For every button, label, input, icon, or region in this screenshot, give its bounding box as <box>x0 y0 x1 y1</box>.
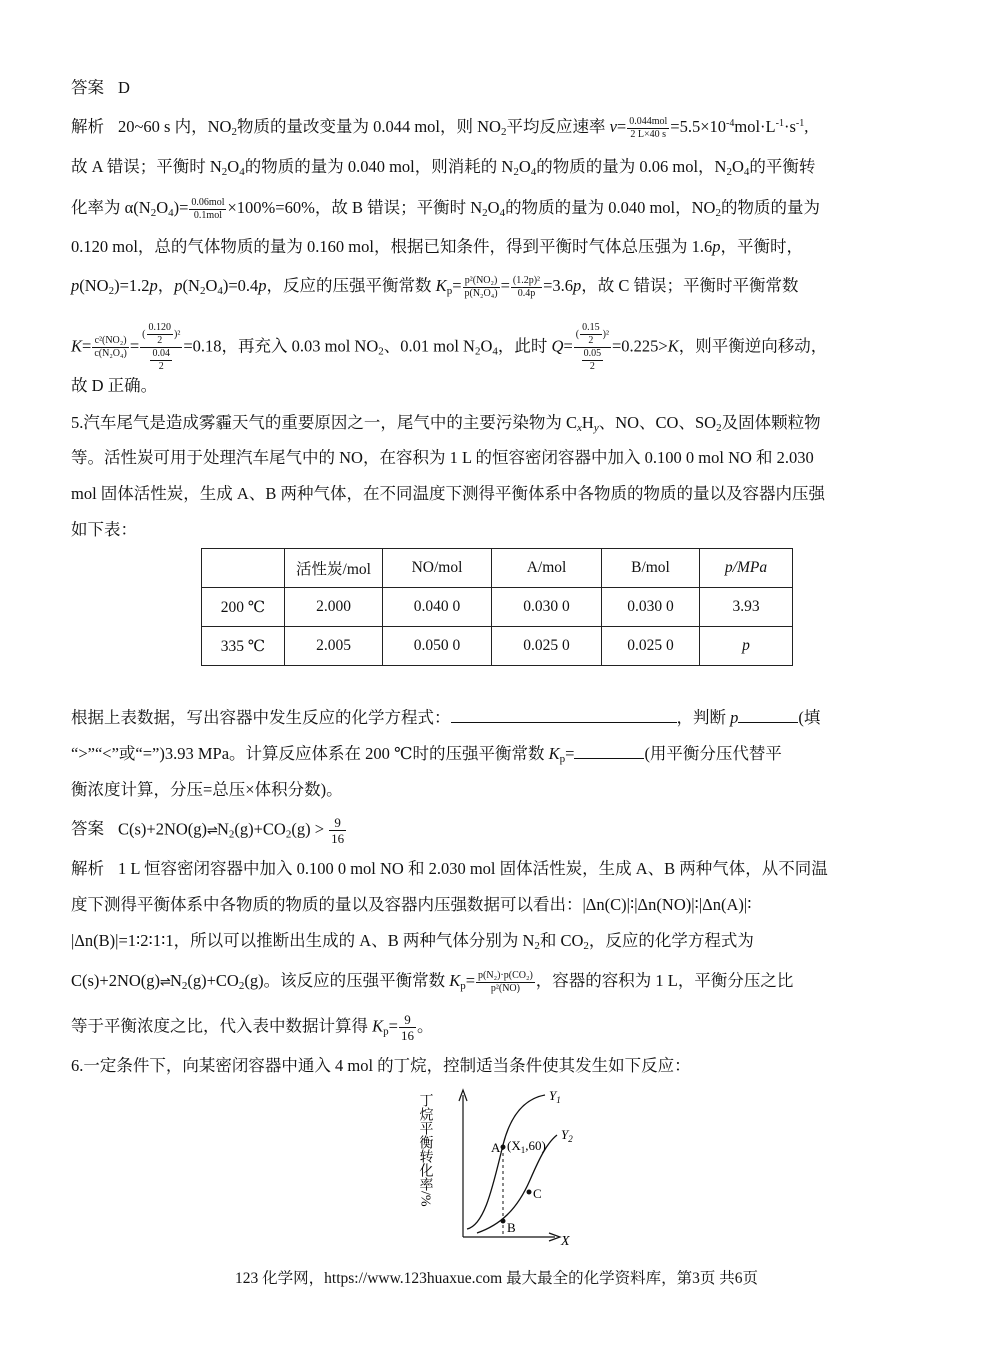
q5-question-line-2: “>”“<”或“=”)3.93 MPa。计算反应体系在 200 ℃时的压强平衡常数 $K_p=$ (用平衡分压代替平 <box>71 744 782 765</box>
equilibrium-table <box>201 548 793 666</box>
text: 等于平衡浓度之比，代入表中数据计算得 <box>71 1016 373 1036</box>
text: ，平衡时， <box>720 237 803 256</box>
kp-expression-fraction: $\frac{\text{p(N₂)·p(CO₂)}}{\text{p²(NO)}}$ <box>478 969 533 994</box>
q5-question-line-3: 衡浓度计算，分压=总压×体积分数)。 <box>71 780 343 799</box>
analysis-label: 解析 <box>71 117 104 136</box>
q4-analysis-line-7: 故 D 正确。 <box>71 376 158 395</box>
text: (用平衡分压代替平 <box>644 744 782 763</box>
q4-analysis-line-2: 故 A 错误；平衡时 $N_2O_4$的物质的量为 0.040 mol，则消耗的 $N_2O_4$的物质的量为 0.06 mol，$N_2O_4$的平衡转 <box>71 157 816 178</box>
text: 0.120 mol，总的气体物质的量为 0.160 mol，根据已知条件，得到平衡时气体总压强为 1.6 <box>71 237 713 256</box>
table-cell: 0.030 0 <box>602 588 700 627</box>
text: =5.5×10 <box>670 117 727 136</box>
text: 的物质的量为 0.040 mol，NO <box>505 198 716 217</box>
table-cell: 0.030 0 <box>492 588 602 627</box>
point-a-coordinate: $(X_1,60)$ <box>507 1138 546 1155</box>
point-b-label: B <box>507 1220 516 1235</box>
answer-label: 答案 <box>71 78 104 97</box>
text: 5.汽车尾气是造成雾霾天气的重要原因之一，尾气中的主要污染物为 C <box>71 413 578 432</box>
conversion-fraction: $\frac{\text{0.06mol}}{\text{0.1mol}}$ <box>191 196 225 221</box>
k-fraction-1: $\frac{\text{c²(NO₂)}}{\text{c(N₂O₄)}}$ <box>94 335 127 359</box>
table-cell: 0.025 0 <box>602 627 700 666</box>
equation-blank[interactable] <box>451 708 677 723</box>
text: (g) > <box>291 819 329 839</box>
curve-y1 <box>467 1095 545 1229</box>
q4-answer-line <box>71 74 130 98</box>
point-c <box>527 1190 532 1195</box>
text: C(s)+2NO(g) <box>71 971 161 990</box>
table-cell: 0.040 0 <box>383 588 492 627</box>
table-header-cell: A/mol <box>492 549 602 588</box>
answer-value: D <box>118 78 130 97</box>
text: (g)。该反应的压强平衡常数 <box>244 971 450 990</box>
text: 及固体颗粒物 <box>721 413 821 432</box>
text: 物质的量改变量为 0.044 mol，则 NO <box>236 117 501 136</box>
q6-line-1: 6.一定条件下，向某密闭容器中通入 4 mol 的丁烷，控制适当条件使其发生如下反应： <box>71 1056 691 1075</box>
text: ，反应的化学方程式为 <box>588 931 754 950</box>
point-c-label: C <box>533 1186 542 1201</box>
q5-line-3: mol 固体活性炭，生成 A、B 两种气体，在不同温度下测得平衡体系中各物质的物质的量以及容器内压强 <box>71 484 825 503</box>
text: 。 <box>416 1016 434 1036</box>
table-row <box>202 627 793 666</box>
table-header-cell: 活性炭/mol <box>285 549 383 588</box>
point-a-label: A <box>491 1140 501 1155</box>
text: 20~60 s 内，NO <box>118 117 232 136</box>
q5-question-line-1: 根据上表数据，写出容器中发生反应的化学方程式： ，判断 p (填 <box>71 708 821 727</box>
text: ，此时 <box>497 336 552 356</box>
table-cell: 0.050 0 <box>383 627 492 666</box>
q-fraction: ( $\frac{0.15}{2}$ )² $\frac{0.05}{2}$ <box>575 322 609 372</box>
curve-y1-label: $Y_1$ <box>549 1088 561 1105</box>
text: 的平衡转 <box>749 157 816 176</box>
text: ，故 C 错误；平衡时平衡常数 <box>581 276 799 295</box>
text: =0.225> <box>611 336 668 356</box>
table-cell: 200 ℃ <box>202 588 285 627</box>
text: 、NO、CO、SO <box>598 413 717 432</box>
text: (g)+CO <box>187 971 239 990</box>
text: 、0.01 mol N <box>383 336 475 356</box>
text: ，判断 <box>676 708 731 727</box>
text: C(s)+2NO(g) <box>118 819 208 839</box>
q5-answer-line: 答案 $C(s)+2NO(g)\rightleftharpoons N_2(g)+CO_2(g)$ > $\frac{9}{16}$ <box>71 815 345 846</box>
kp-result-fraction: $\frac{9}{16}$ <box>400 1012 414 1043</box>
q4-analysis-line-4: 0.120 mol，总的气体物质的量为 0.160 mol，根据已知条件，得到平衡时气体总压强为 1.6p，平衡时， <box>71 237 803 256</box>
text: |Δn(B)|=1∶2∶1∶1，所以可以推断出生成的 A、B 两种气体分别为 N <box>71 931 535 950</box>
table-cell: 3.93 <box>700 588 793 627</box>
table-header-row <box>202 549 793 588</box>
text: ，反应的压强平衡常数 <box>266 276 436 295</box>
q5-analysis-line-5: 等于平衡浓度之比，代入表中数据计算得 $K_p=$ $\frac{9}{16}$ 。 <box>71 1012 434 1043</box>
kp-fraction-1: $\frac{\text{p²(NO₂)}}{\text{p(N₂O₄)}}$ <box>464 274 498 299</box>
text: 平均反应速率 <box>506 117 610 136</box>
answer-label: 答案 <box>71 819 104 839</box>
conversion-graph <box>405 1085 595 1255</box>
q5-analysis-line-2: 度下测得平衡体系中各物质的物质的量以及容器内压强数据可以看出：|Δn(C)|∶|Δn(NO)|∶|Δn(A)|∶ <box>71 895 752 914</box>
text: “>”“<”或“=”)3.93 MPa。计算反应体系在 200 ℃时的压强平衡常数 <box>71 744 549 763</box>
equilibrium-arrow-icon: ⇌ <box>160 975 170 990</box>
table-header-cell: p/MPa <box>700 549 793 588</box>
point-b <box>501 1219 506 1224</box>
graph-y-label: 丁烷平衡转化率/% <box>417 1093 433 1207</box>
text: 的物质的量为 <box>720 198 820 217</box>
text: ，则平衡逆向移动， <box>678 336 828 356</box>
text: 的物质的量为 0.040 mol，则消耗的 N <box>244 157 514 176</box>
table-cell: 2.005 <box>285 627 383 666</box>
table-cell: p <box>700 627 793 666</box>
q5-line-1: 5.汽车尾气是造成雾霾天气的重要原因之一，尾气中的主要污染物为 $C_xH_y$、NO、CO、$SO_2$及固体颗粒物 <box>71 413 821 434</box>
text: 根据上表数据，写出容器中发生反应的化学方程式： <box>71 708 451 727</box>
table-cell: 335 ℃ <box>202 627 285 666</box>
q4-analysis-line-3: 化率为 $\alpha(N_2O_4)=$ $\frac{\text{0.06mol}}{\text{0.1mol}}$ ×100%=60%，故 B 错误；平衡时 $N_2O_4$的物质的量为 0.040 mol，$NO_2$的物质的量为 <box>71 196 820 221</box>
table-row <box>202 588 793 627</box>
analysis-label: 解析 <box>71 859 104 878</box>
curve-y2-label: $Y_2$ <box>561 1127 573 1144</box>
text: ×100%=60%，故 B 错误；平衡时 N <box>227 198 483 217</box>
table-cell: 0.025 0 <box>492 627 602 666</box>
k-fraction-2: ( $\frac{0.120}{2}$ )² $\frac{0.04}{2}$ <box>142 322 181 372</box>
table-header-cell: B/mol <box>602 549 700 588</box>
graph-x-label: X <box>561 1234 570 1249</box>
kp-blank[interactable] <box>574 744 644 759</box>
text: mol·L <box>734 117 776 136</box>
kp-fraction-2: $\frac{\text{(1.2p)²}}{0.4p}$ <box>512 274 541 299</box>
text: 故 A 错误；平衡时 N <box>71 157 222 176</box>
rate-fraction: $\frac{\text{0.044mol}}{2 L\times 40 s}$ <box>629 115 668 140</box>
text: (g)+CO <box>234 819 286 839</box>
q5-line-4: 如下表： <box>71 520 137 539</box>
text: 化率为 α(N <box>71 198 151 217</box>
q4-analysis-line-6: K= $\frac{\text{c²(NO₂)}}{\text{c(N₂O₄)}}$ = ( $\frac{0.120}{2}$ )² $\frac{0.04}{2}$ =0.18，再充入 0.03 mol $NO_2$、0.01 mol $N_2O_4$，此时 Q= ( $\frac{0.15}{2}$ )² $\frac{0.05}{2}$ =0.225>K，则平衡逆向移动， <box>71 322 828 372</box>
q5-analysis-line-1 <box>71 855 828 879</box>
q4-analysis-line-5: $p(NO_2)=1.2p$，$p(N_2O_4)=0.4p$，反应的压强平衡常数 $K_p=$ $\frac{\text{p²(NO₂)}}{\text{p(N₂O₄)}}$ = $\frac{\text{(1.2p)²}}{0.4p}$ =3.6p，故 C 错误；平衡时平衡常数 <box>71 274 799 299</box>
text: =0.18，再充入 0.03 mol NO <box>183 336 379 356</box>
answer-fraction: $\frac{9}{16}$ <box>331 815 345 846</box>
text: 和 CO <box>539 931 584 950</box>
table-header-cell: NO/mol <box>383 549 492 588</box>
equilibrium-arrow-icon: ⇌ <box>207 823 217 839</box>
compare-blank[interactable] <box>738 708 798 723</box>
text: =3.6 <box>543 276 573 295</box>
q4-analysis-line-1: 解析 20~60 s 内，$NO_2$物质的量改变量为 0.044 mol，则 $NO_2$平均反应速率 v= $\frac{\text{0.044mol}}{2 L\times 40 s}$ $=5.5\times 10^{-4}mol\cdot L^{-1}\cdot s^{-1}$, <box>71 115 809 140</box>
text: =1.2 <box>119 276 150 295</box>
page-footer: 123 化学网，https://www.123huaxue.com 最大最全的化学资料库，第3页 共6页 <box>235 1270 758 1287</box>
text: (填 <box>798 708 821 727</box>
text: 的物质的量为 0.06 mol，N <box>536 157 727 176</box>
q5-analysis-line-3: |Δn(B)|=1∶2∶1∶1，所以可以推断出生成的 A、B 两种气体分别为 $N_2$和 $CO_2$，反应的化学方程式为 <box>71 931 754 952</box>
table-cell: 2.000 <box>285 588 383 627</box>
text: ，容器的容积为 1 L，平衡分压之比 <box>535 971 794 990</box>
table-header-cell <box>202 549 285 588</box>
text: =0.4 <box>228 276 259 295</box>
text: 1 L 恒容密闭容器中加入 0.100 0 mol NO 和 2.030 mol 固体活性炭，生成 A、B 两种气体，从不同温 <box>118 859 828 878</box>
q5-analysis-line-4: $C(s)+2NO(g)\rightleftharpoons N_2(g)+CO_2(g)$。该反应的压强平衡常数 $K_p=$ $\frac{\text{p(N₂)·p(CO₂)}}{\text{p²(NO)}}$ ，容器的容积为 1 L，平衡分压之比 <box>71 969 794 994</box>
point-a <box>501 1145 506 1150</box>
text: ·s <box>783 117 796 136</box>
q5-line-2: 等。活性炭可用于处理汽车尾气中的 NO，在容积为 1 L 的恒容密闭容器中加入 0.100 0 mol NO 和 2.030 <box>71 448 814 467</box>
